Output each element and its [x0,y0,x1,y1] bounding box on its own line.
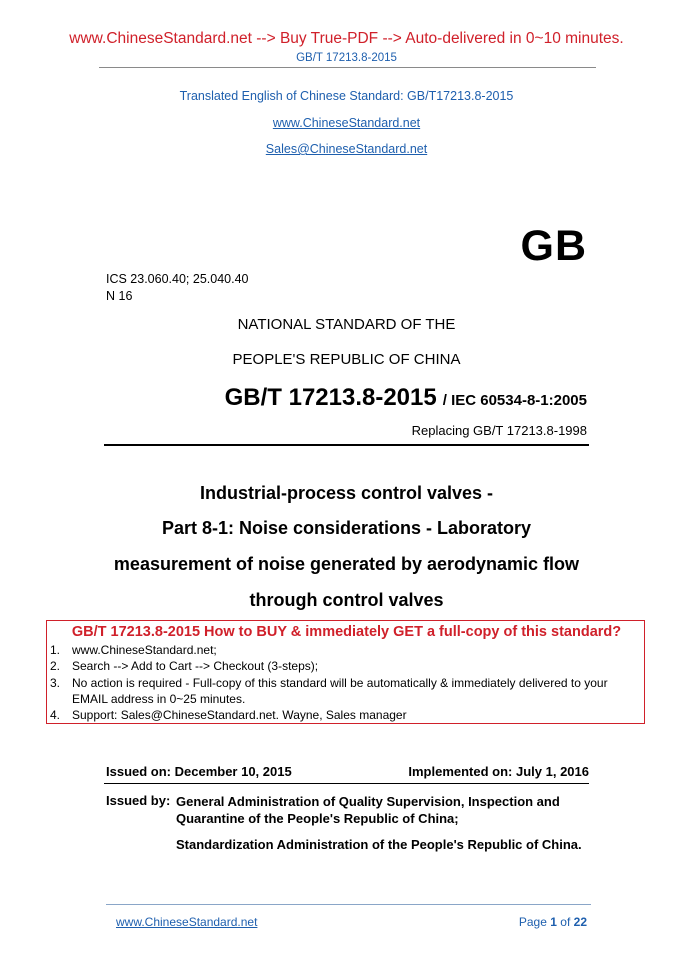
header-standard-code: GB/T 17213.8-2015 [296,52,397,64]
list-item: 1. www.ChineseStandard.net; [50,643,217,657]
national-standard-line1: NATIONAL STANDARD OF THE [237,316,456,333]
footer-divider [106,904,591,905]
title-divider [104,444,589,446]
sales-link-wrapper [0,140,693,158]
issued-by-label: Issued by: [106,793,171,808]
list-item: 3. No action is required - Full-copy of this standard will be automatically & immediately delivered to your EMAIL address in 0~25 minutes. [50,675,608,706]
title-line-1: Industrial-process control valves - [199,483,494,503]
list-item: 2. Search --> Add to Cart --> Checkout (3-steps); [50,659,319,674]
title-line-4: through control valves [249,590,444,610]
national-standard-line2: PEOPLE'S REPUBLIC OF CHINA [232,351,461,368]
page-number: Page 1 of 22 [518,915,587,929]
issue-dates-row [106,764,589,779]
classification-code: N 16 [106,289,133,303]
standard-number-line [225,384,587,412]
top-banner: www.ChineseStandard.net --> Buy True-PDF --> Auto-delivered in 0~10 minutes. [69,30,624,47]
ics-code: ICS 23.060.40; 25.040.40 [106,272,249,286]
dates-divider [104,783,589,784]
implemented-on: Implemented on: July 1, 2016 [408,764,589,779]
buy-box-title: GB/T 17213.8-2015 How to BUY & immediately GET a full-copy of this standard? [71,624,622,640]
site-link[interactable]: www.ChineseStandard.net [272,116,421,130]
translated-note: Translated English of Chinese Standard: GB/T17213.8-2015 [179,89,514,103]
standard-number: GB/T 17213.8-2015 [224,384,437,411]
replacing-note: Replacing GB/T 17213.8-1998 [411,423,587,438]
sales-email-link[interactable]: Sales@ChineseStandard.net [265,142,428,156]
gb-mark: GB [520,222,587,270]
title-line-2: Part 8-1: Noise considerations - Laboratory [161,518,532,538]
issuer-2: Standardization Administration of the People's Republic of China. [176,837,582,852]
title-line-3: measurement of noise generated by aerodynamic flow [113,554,580,574]
site-link-wrapper [0,114,693,132]
list-item: 4. Support: Sales@ChineseStandard.net. Wayne, Sales manager [50,708,407,723]
iec-equivalent: / IEC 60534-8-1:2005 [442,392,587,409]
issuer-1: General Administration of Quality Supervision, Inspection and Quarantine of the People's Republic of China; [176,794,560,826]
buy-steps-list [50,642,640,723]
header-divider [99,67,596,68]
issued-on: Issued on: December 10, 2015 [106,764,292,779]
footer-site-link[interactable]: www.ChineseStandard.net [116,915,258,929]
